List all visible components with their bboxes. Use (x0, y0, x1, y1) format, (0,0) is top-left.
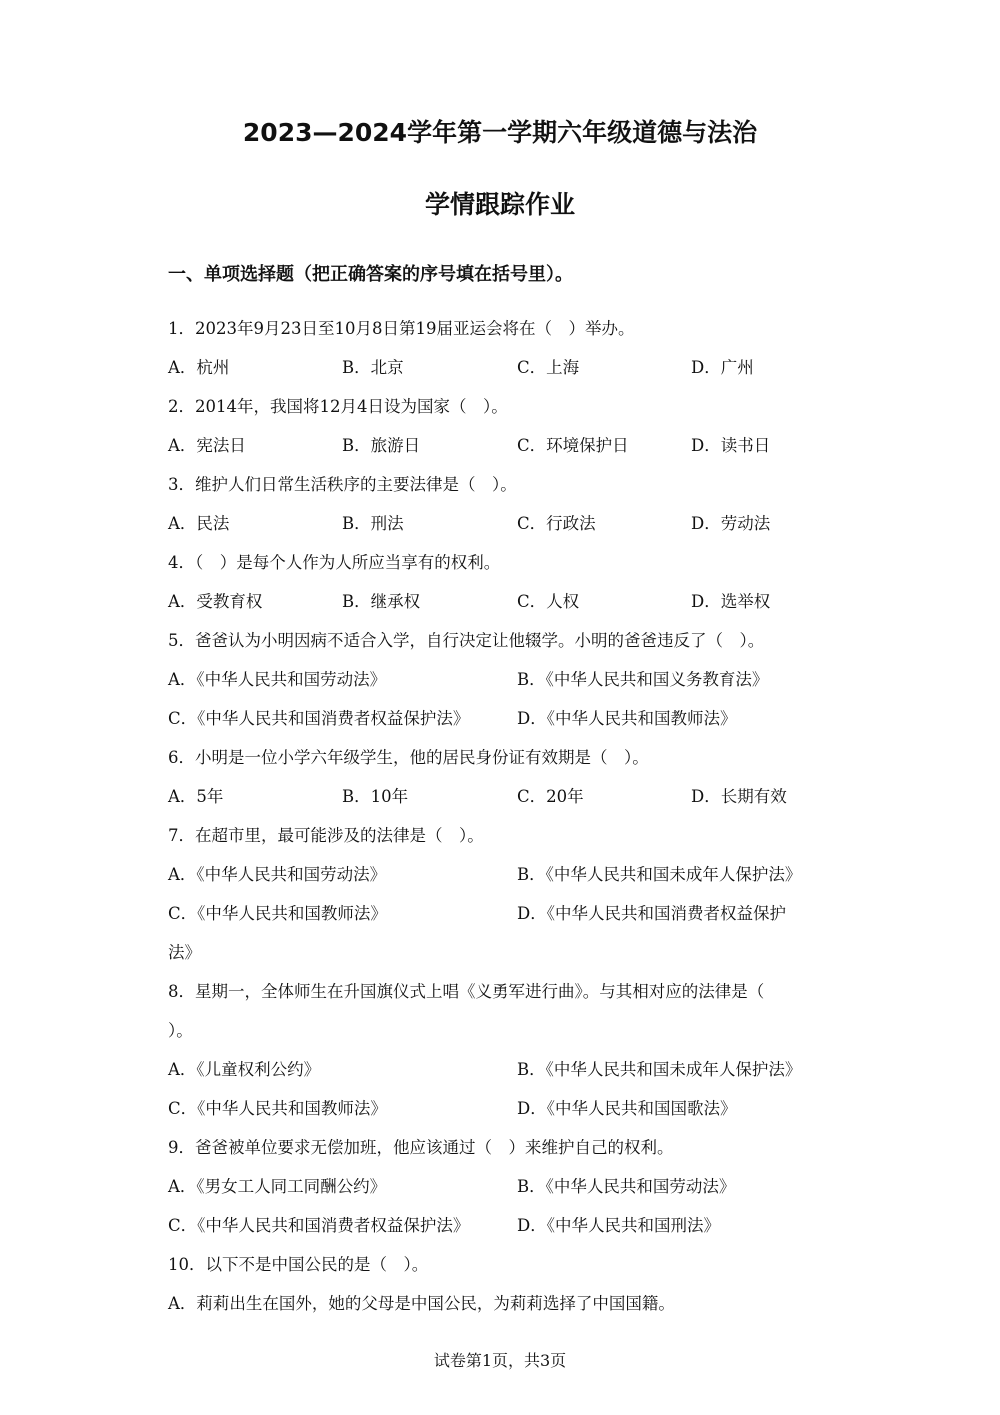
q9-option-a: A．《男女工人同工同酬公约》 (168, 1177, 387, 1196)
q4-option-c: C．人权 (517, 592, 580, 611)
q1-option-d: D．广州 (691, 358, 754, 377)
q9-option-c: C．《中华人民共和国消费者权益保护法》 (168, 1216, 470, 1235)
page-title: 2023—2024学年第一学期六年级道德与法治 (242, 118, 758, 147)
q2-option-d: D．读书日 (691, 436, 771, 455)
q2-option-a: A．宪法日 (168, 436, 246, 455)
section-heading: 一、单项选择题（把正确答案的序号填在括号里）。 (168, 264, 573, 285)
q3-option-d: D．劳动法 (691, 514, 771, 533)
q8-option-b: B．《中华人民共和国未成年人保护法》 (517, 1060, 802, 1079)
q3-option-a: A．民法 (168, 514, 230, 533)
q4-option-a: A．受教育权 (168, 592, 263, 611)
q5-option-b: B．《中华人民共和国义务教育法》 (517, 670, 769, 689)
q5-option-c: C．《中华人民共和国消费者权益保护法》 (168, 709, 470, 728)
q10-option-a: A．莉莉出生在国外，她的父母是中国公民，为莉莉选择了中国国籍。 (168, 1294, 675, 1313)
q5-option-d: D．《中华人民共和国教师法》 (517, 709, 737, 728)
q7-option-c: C．《中华人民共和国教师法》 (168, 904, 387, 923)
q4-option-b: B．继承权 (342, 592, 421, 611)
q6-option-a: A．5年 (168, 787, 224, 806)
q3-option-b: B．刑法 (342, 514, 404, 533)
question-2: 2．2014年，我国将12月4日设为国家（ ）。 (168, 397, 508, 416)
question-1: 1．2023年9月23日至10月8日第19届亚运会将在（ ）举办。 (168, 319, 635, 338)
question-8: 8．星期一，全体师生在升国旗仪式上唱《义勇军进行曲》。与其相对应的法律是（ (168, 982, 765, 1001)
question-9: 9．爸爸被单位要求无偿加班，他应该通过（ ）来维护自己的权利。 (168, 1138, 674, 1157)
q2-option-c: C．环境保护日 (517, 436, 629, 455)
question-3: 3．维护人们日常生活秩序的主要法律是（ ）。 (168, 475, 517, 494)
question-5: 5．爸爸认为小明因病不适合入学，自行决定让他辍学。小明的爸爸违反了（ ）。 (168, 631, 765, 650)
q6-option-d: D．长期有效 (691, 787, 787, 806)
question-7: 7．在超市里，最可能涉及的法律是（ ）。 (168, 826, 484, 845)
q9-option-d: D．《中华人民共和国刑法》 (517, 1216, 720, 1235)
page-footer: 试卷第1页，共3页 (433, 1351, 567, 1370)
q7-option-d: D．《中华人民共和国消费者权益保护 (517, 904, 786, 923)
q6-option-b: B．10年 (342, 787, 409, 806)
q3-option-c: C．行政法 (517, 514, 596, 533)
question-10: 10．以下不是中国公民的是（ ）。 (168, 1255, 429, 1274)
question-8-continued: ）。 (168, 1021, 193, 1040)
q8-option-d: D．《中华人民共和国国歌法》 (517, 1099, 737, 1118)
q1-option-a: A．杭州 (168, 358, 230, 377)
q8-option-a: A．《儿童权利公约》 (168, 1060, 321, 1079)
q1-option-c: C．上海 (517, 358, 580, 377)
q5-option-a: A．《中华人民共和国劳动法》 (168, 670, 387, 689)
q9-option-b: B．《中华人民共和国劳动法》 (517, 1177, 736, 1196)
q7-option-a: A．《中华人民共和国劳动法》 (168, 865, 387, 884)
q7-option-b: B．《中华人民共和国未成年人保护法》 (517, 865, 802, 884)
q1-option-b: B．北京 (342, 358, 404, 377)
q2-option-b: B．旅游日 (342, 436, 421, 455)
question-4: 4．（ ）是每个人作为人所应当享有的权利。 (168, 553, 501, 572)
q4-option-d: D．选举权 (691, 592, 771, 611)
question-6: 6．小明是一位小学六年级学生，他的居民身份证有效期是（ ）。 (168, 748, 649, 767)
page-subtitle: 学情跟踪作业 (424, 190, 575, 219)
q8-option-c: C．《中华人民共和国教师法》 (168, 1099, 387, 1118)
q6-option-c: C．20年 (517, 787, 584, 806)
q7-option-d-continued: 法》 (168, 943, 201, 962)
